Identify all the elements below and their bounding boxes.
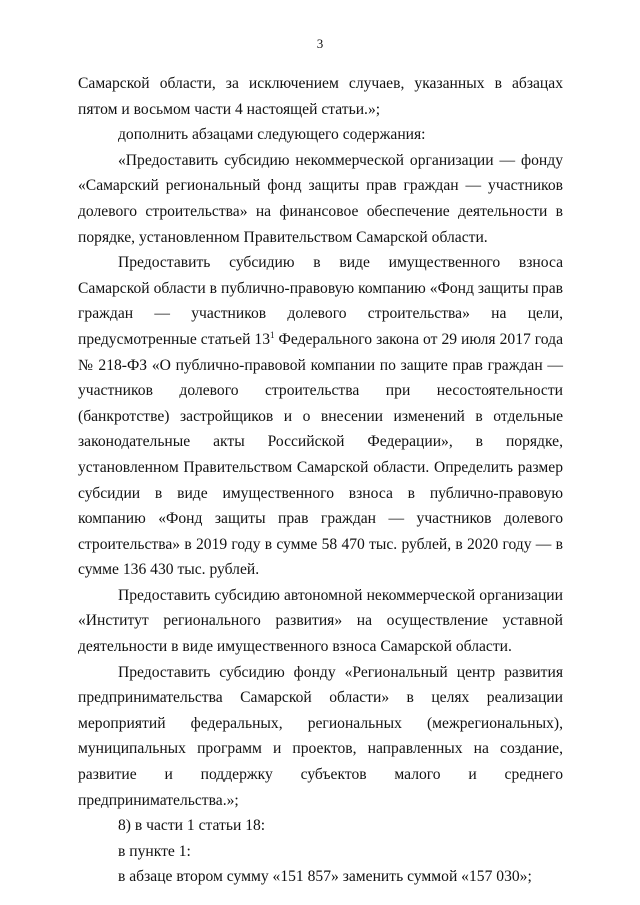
paragraph-point-1: в пункте 1: <box>118 842 191 860</box>
paragraph-subsidy-public-company <box>78 250 563 583</box>
article-superscript: 1 <box>270 329 275 340</box>
paragraph-continuation: Самарской области, за исключением случаев, указанных в абзацах пятом и восьмом части 4 настоящей статьи.»; <box>78 75 563 118</box>
paragraph-subsidy-institute: Предоставить субсидию автономной некоммерческой организации «Институт регионального развития» на осуществление уставной деятельности в виде имущественного взноса Самарской области. <box>78 586 563 656</box>
paragraph-subsidy-fund: «Предоставить субсидию некоммерческой организации — фонду «Самарский региональный фонд защиты прав граждан — участников долевого строительства» на финансовое обеспечение деятельности в порядке, установленном Правительством Самарской области. <box>78 151 563 246</box>
paragraph-sum-replacement: в абзаце втором сумму «151 857» заменить суммой «157 030»; <box>118 868 532 886</box>
paragraph-text-before-sup: Предоставить субсидию в виде имущественного взноса Самарской области в публично-правовую компанию «Фонд защиты прав граждан — участников долевого строительства» на цели, предусмотренные статьей 13 <box>78 254 563 348</box>
page-number: 3 <box>316 36 324 51</box>
paragraph-subsidy-business-center: Предоставить субсидию фонду «Региональный центр развития предпринимательства Самарской области» в целях реализации мероприятий федеральных, региональных (межрегиональных), муниципальных программ и проектов, направленных на создание, развитие и поддержку субъектов малого и среднего предпринимательства.»; <box>78 663 563 809</box>
paragraph-supplement-intro: дополнить абзацами следующего содержания: <box>118 126 426 144</box>
document-body <box>78 71 563 890</box>
paragraph-item-8: 8) в части 1 статьи 18: <box>118 817 266 835</box>
paragraph-text-after-sup: Федерального закона от 29 июля 2017 года № 218-ФЗ «О публично-правовой компании по защите прав граждан — участников долевого строительства при несостоятельности (банкротстве) застройщиков и о внесении изменений в отдельные законодательные акты Российской Федерации», в порядке, установленном Правительством Самарской области. Определить размер субсидии в виде имущественного взноса в публично-правовую компанию «Фонд защиты прав граждан — участников долевого строительства» в 2019 году в сумме 58 470 тыс. рублей, в 2020 году — в сумме 136 430 тыс. рублей. <box>78 330 563 579</box>
